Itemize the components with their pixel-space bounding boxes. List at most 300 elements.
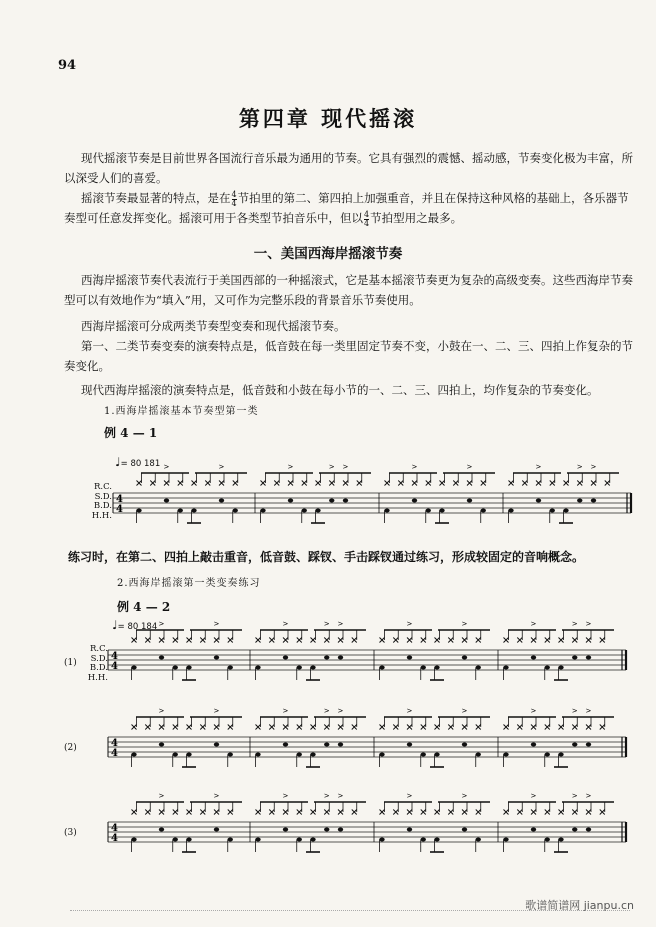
accent-mark: > <box>323 620 330 628</box>
snare-note <box>214 828 219 832</box>
bass-drum-note <box>476 753 481 757</box>
cymbal-note <box>173 725 178 730</box>
bass-drum-note <box>379 753 384 757</box>
cymbal-note <box>421 810 426 815</box>
cymbal-note <box>352 725 357 730</box>
bass-drum-note <box>421 838 426 842</box>
tempo-marking-2: ♩= 80 184 <box>112 618 158 632</box>
snare-note <box>577 499 582 503</box>
bass-drum-note <box>439 509 444 513</box>
bass-drum-note <box>178 509 183 513</box>
bass-drum-note <box>173 666 178 670</box>
features-text-part1: 摇滚节奏最显著的特点，是在 <box>81 191 231 205</box>
cymbal-note <box>311 638 316 643</box>
accent-mark: > <box>323 707 330 715</box>
accent-mark: > <box>213 620 220 628</box>
time-signature-top: 4 <box>111 738 118 749</box>
cymbal-note <box>504 725 509 730</box>
row-number-2: (2) <box>64 743 77 753</box>
cymbal-note <box>352 638 357 643</box>
snare-note <box>159 828 164 832</box>
bass-drum-note <box>131 838 136 842</box>
cymbal-note <box>137 481 142 486</box>
cymbal-note <box>550 481 555 486</box>
cymbal-note <box>297 725 302 730</box>
bass-drum-note <box>503 753 508 757</box>
bass-drum-note <box>508 509 513 513</box>
section-paragraph-1: 西海岸摇滚节奏代表流行于美国西部的一种摇滚式，它是基本摇滚节奏更为复杂的高级变奏。这些西海岸节奏型可以有效地作为“填入”用，又可作为完整乐段的背景音乐节奏使用。 <box>64 273 633 307</box>
snare-note <box>324 828 329 832</box>
cymbal-note <box>228 638 233 643</box>
snare-note <box>407 743 412 747</box>
snare-note <box>407 656 412 660</box>
time-signature-top: 4 <box>111 651 118 662</box>
cymbal-note <box>448 810 453 815</box>
cymbal-note <box>412 481 417 486</box>
quarter-note-icon: ♩ <box>112 618 118 632</box>
cymbal-note <box>228 725 233 730</box>
cymbal-note <box>324 725 329 730</box>
cymbal-note <box>407 725 412 730</box>
cymbal-note <box>531 638 536 643</box>
accent-mark: > <box>337 792 344 800</box>
cymbal-note <box>256 810 261 815</box>
cymbal-note <box>343 481 348 486</box>
cymbal-note <box>586 725 591 730</box>
bass-drum-note <box>384 509 389 513</box>
voice-labels-1: R.C. S.D. B.D. H.H. <box>91 482 112 521</box>
bass-drum-note <box>228 666 233 670</box>
example-2-label: 例 4 — 2 <box>117 600 171 614</box>
snare-note <box>214 656 219 660</box>
cymbal-note <box>476 810 481 815</box>
snare-note <box>288 499 293 503</box>
bass-drum-note <box>131 666 136 670</box>
cymbal-note <box>311 725 316 730</box>
cymbal-note <box>426 481 431 486</box>
cymbal-note <box>352 810 357 815</box>
bass-drum-note <box>310 666 315 670</box>
bass-drum-note <box>297 838 302 842</box>
drum-staff-row-2 <box>108 707 628 775</box>
cymbal-note <box>214 638 219 643</box>
bass-drum-note <box>310 753 315 757</box>
cymbal-note <box>159 725 164 730</box>
cymbal-note <box>288 481 293 486</box>
snare-note <box>407 828 412 832</box>
bass-drum-note <box>228 753 233 757</box>
accent-mark: > <box>406 620 413 628</box>
cymbal-note <box>173 638 178 643</box>
cymbal-note <box>269 725 274 730</box>
cymbal-note <box>600 725 605 730</box>
cymbal-note <box>600 810 605 815</box>
time-signature-bottom: 4 <box>116 504 123 515</box>
practice-instruction: 练习时，在第二、四拍上敲击重音，低音鼓、踩钗、手击踩钗通过练习，形成较固定的音响概念。 <box>68 550 585 564</box>
cymbal-note <box>517 725 522 730</box>
accent-mark: > <box>585 707 592 715</box>
snare-note <box>462 828 467 832</box>
cymbal-note <box>187 810 192 815</box>
cymbal-note <box>467 481 472 486</box>
cymbal-note <box>338 725 343 730</box>
bass-drum-note <box>186 666 191 670</box>
accent-mark: > <box>461 792 468 800</box>
cymbal-note <box>219 481 224 486</box>
cymbal-note <box>407 638 412 643</box>
accent-mark: > <box>328 463 335 471</box>
bass-drum-note <box>191 509 196 513</box>
cymbal-note <box>559 638 564 643</box>
bass-drum-note <box>503 838 508 842</box>
snare-note <box>159 656 164 660</box>
cymbal-note <box>481 481 486 486</box>
snare-note <box>531 656 536 660</box>
snare-note <box>591 499 596 503</box>
bass-drum-note <box>297 666 302 670</box>
bass-drum-note <box>186 753 191 757</box>
bass-drum-note <box>379 838 384 842</box>
bass-drum-note <box>558 838 563 842</box>
cymbal-note <box>159 638 164 643</box>
bass-drum-note <box>421 666 426 670</box>
snare-note <box>343 499 348 503</box>
bass-drum-note <box>476 666 481 670</box>
accent-mark: > <box>342 463 349 471</box>
accent-mark: > <box>461 707 468 715</box>
cymbal-note <box>462 810 467 815</box>
snare-note <box>338 743 343 747</box>
cymbal-note <box>256 725 261 730</box>
cymbal-note <box>132 725 137 730</box>
chapter-title: 第四章 现代摇滚 <box>238 106 418 131</box>
bass-drum-note <box>315 509 320 513</box>
time-fraction-2: $\frac{4}{4}$ <box>364 209 370 228</box>
cymbal-note <box>164 481 169 486</box>
cymbal-note <box>586 638 591 643</box>
time-signature-top: 4 <box>116 494 123 505</box>
snare-note <box>329 499 334 503</box>
bass-drum-note <box>297 753 302 757</box>
cymbal-note <box>448 725 453 730</box>
snare-note <box>412 499 417 503</box>
snare-note <box>536 499 541 503</box>
cymbal-note <box>357 481 362 486</box>
cymbal-note <box>145 810 150 815</box>
cymbal-note <box>187 638 192 643</box>
snare-note <box>164 499 169 503</box>
bass-drum-note <box>434 666 439 670</box>
cymbal-note <box>393 810 398 815</box>
accent-mark: > <box>158 620 165 628</box>
accent-mark: > <box>406 707 413 715</box>
snare-note <box>214 743 219 747</box>
bass-drum-note <box>255 666 260 670</box>
snare-note <box>586 828 591 832</box>
cymbal-note <box>214 725 219 730</box>
snare-note <box>572 656 577 660</box>
snare-note <box>219 499 224 503</box>
bass-drum-note <box>173 838 178 842</box>
cymbal-note <box>545 810 550 815</box>
snare-note <box>283 828 288 832</box>
bass-drum-note <box>255 838 260 842</box>
cymbal-note <box>205 481 210 486</box>
bass-drum-note <box>476 838 481 842</box>
cymbal-note <box>200 725 205 730</box>
cymbal-note <box>605 481 610 486</box>
bass-drum-note <box>131 753 136 757</box>
cymbal-note <box>572 810 577 815</box>
accent-mark: > <box>218 463 225 471</box>
cymbal-note <box>192 481 197 486</box>
accent-mark: > <box>576 463 583 471</box>
cymbal-note <box>393 725 398 730</box>
accent-mark: > <box>337 707 344 715</box>
accent-mark: > <box>571 792 578 800</box>
snare-note <box>324 656 329 660</box>
cymbal-note <box>564 481 569 486</box>
bass-drum-note <box>173 753 178 757</box>
bass-drum-note <box>421 753 426 757</box>
cymbal-note <box>440 481 445 486</box>
bass-drum-note <box>255 753 260 757</box>
cymbal-note <box>297 638 302 643</box>
cymbal-note <box>200 638 205 643</box>
accent-mark: > <box>530 620 537 628</box>
accent-mark: > <box>466 463 473 471</box>
cymbal-note <box>132 638 137 643</box>
cymbal-note <box>233 481 238 486</box>
bass-drum-note <box>136 509 141 513</box>
bass-drum-note <box>558 666 563 670</box>
cymbal-note <box>504 638 509 643</box>
cymbal-note <box>572 638 577 643</box>
drum-staff-example-1 <box>113 463 633 531</box>
snare-note <box>324 743 329 747</box>
cymbal-note <box>462 725 467 730</box>
cymbal-note <box>283 810 288 815</box>
bass-drum-note <box>545 838 550 842</box>
snare-note <box>338 828 343 832</box>
snare-note <box>283 656 288 660</box>
snare-note <box>572 743 577 747</box>
cymbal-note <box>187 725 192 730</box>
snare-note <box>467 499 472 503</box>
cymbal-note <box>311 810 316 815</box>
cymbal-note <box>283 638 288 643</box>
voice-labels-2: R.C. S.D. B.D. H.H. <box>87 644 108 683</box>
bass-drum-note <box>426 509 431 513</box>
cymbal-note <box>435 810 440 815</box>
accent-mark: > <box>158 707 165 715</box>
cymbal-note <box>385 481 390 486</box>
accent-mark: > <box>337 620 344 628</box>
snare-note <box>586 743 591 747</box>
accent-mark: > <box>411 463 418 471</box>
cymbal-note <box>132 810 137 815</box>
cymbal-note <box>577 481 582 486</box>
snare-note <box>462 656 467 660</box>
watermark: 歌谱简谱网 jianpu.cn <box>525 899 634 912</box>
section-paragraph-4: 现代西海岸摇滚的演奏特点是，低音鼓和小鼓在每小节的一、二、三、四拍上，均作复杂的节奏变化。 <box>81 383 599 397</box>
time-signature-bottom: 4 <box>111 661 118 672</box>
cymbal-note <box>380 810 385 815</box>
accent-mark: > <box>282 707 289 715</box>
accent-mark: > <box>590 463 597 471</box>
accent-mark: > <box>158 792 165 800</box>
accent-mark: > <box>530 707 537 715</box>
bass-drum-note <box>260 509 265 513</box>
cymbal-note <box>545 725 550 730</box>
time-fraction: $\frac{4}{4}$ <box>231 189 237 208</box>
section-paragraph-3: 第一、二类节奏变奏的演奏特点是，低音鼓在每一类里固定节奏不变，小鼓在一、二、三、四拍上作复杂的节奏变化。 <box>64 339 633 373</box>
cymbal-note <box>435 638 440 643</box>
cymbal-note <box>531 810 536 815</box>
cymbal-note <box>504 810 509 815</box>
cymbal-note <box>338 638 343 643</box>
cymbal-note <box>145 725 150 730</box>
cymbal-note <box>559 810 564 815</box>
example-1-label: 例 4 — 1 <box>104 426 158 440</box>
snare-note <box>283 743 288 747</box>
cymbal-note <box>173 810 178 815</box>
quarter-note-icon: ♩ <box>115 455 121 469</box>
cymbal-note <box>522 481 527 486</box>
cymbal-note <box>448 638 453 643</box>
cymbal-note <box>200 810 205 815</box>
snare-note <box>462 743 467 747</box>
row-number-3: (3) <box>64 828 77 838</box>
cymbal-note <box>338 810 343 815</box>
bass-drum-note <box>545 666 550 670</box>
bass-drum-note <box>558 753 563 757</box>
snare-note <box>586 656 591 660</box>
cymbal-note <box>517 638 522 643</box>
cymbal-note <box>261 481 266 486</box>
snare-note <box>338 656 343 660</box>
cymbal-note <box>462 638 467 643</box>
subheading-2: 2.西海岸摇滚第一类变奏练习 <box>117 578 261 589</box>
accent-mark: > <box>461 620 468 628</box>
cymbal-note <box>150 481 155 486</box>
cymbal-note <box>324 638 329 643</box>
cymbal-note <box>302 481 307 486</box>
cymbal-note <box>586 810 591 815</box>
cymbal-note <box>159 810 164 815</box>
cymbal-note <box>572 725 577 730</box>
accent-mark: > <box>585 792 592 800</box>
bass-drum-note <box>545 753 550 757</box>
cymbal-note <box>274 481 279 486</box>
cymbal-note <box>269 810 274 815</box>
cymbal-note <box>407 810 412 815</box>
accent-mark: > <box>213 792 220 800</box>
cymbal-note <box>393 638 398 643</box>
cymbal-note <box>509 481 514 486</box>
features-paragraph <box>64 188 634 228</box>
accent-mark: > <box>287 463 294 471</box>
accent-mark: > <box>571 707 578 715</box>
bass-drum-note <box>434 838 439 842</box>
bass-drum-note <box>379 666 384 670</box>
accent-mark: > <box>213 707 220 715</box>
cymbal-note <box>559 725 564 730</box>
cymbal-note <box>329 481 334 486</box>
features-text-part2: 节拍里的第二、第四拍上加强重音，并且在保持这种风格的基础上，各乐器节奏型可任意发挥变化。摇滚可用于各类型节拍音乐中，但以 <box>64 191 629 225</box>
cymbal-note <box>283 725 288 730</box>
bass-drum-note <box>233 509 238 513</box>
snare-note <box>531 743 536 747</box>
bass-drum-note <box>434 753 439 757</box>
cymbal-note <box>145 638 150 643</box>
accent-mark: > <box>163 463 170 471</box>
bass-drum-note <box>563 509 568 513</box>
time-signature-top: 4 <box>111 823 118 834</box>
cymbal-note <box>256 638 261 643</box>
cymbal-note <box>316 481 321 486</box>
cymbal-note <box>421 638 426 643</box>
cymbal-note <box>178 481 183 486</box>
cymbal-note <box>591 481 596 486</box>
cymbal-note <box>476 725 481 730</box>
drum-staff-row-3 <box>108 792 628 860</box>
bass-drum-note <box>228 838 233 842</box>
accent-mark: > <box>323 792 330 800</box>
accent-mark: > <box>282 792 289 800</box>
snare-note <box>531 828 536 832</box>
cymbal-note <box>600 638 605 643</box>
cymbal-note <box>214 810 219 815</box>
cymbal-note <box>324 810 329 815</box>
cymbal-note <box>380 725 385 730</box>
subheading-1: 1.西海岸摇滚基本节奏型第一类 <box>104 406 259 417</box>
cymbal-note <box>297 810 302 815</box>
section-title: 一、美国西海岸摇滚节奏 <box>253 246 403 262</box>
intro-paragraph: 现代摇滚节奏是目前世界各国流行音乐最为通用的节奏。它具有强烈的震憾、摇动感，节奏变化极为丰富，所以深受人们的喜爱。 <box>64 151 633 185</box>
cymbal-note <box>228 810 233 815</box>
cymbal-note <box>531 725 536 730</box>
cymbal-note <box>453 481 458 486</box>
cymbal-note <box>517 810 522 815</box>
cymbal-note <box>421 725 426 730</box>
bass-drum-note <box>310 838 315 842</box>
accent-mark: > <box>530 792 537 800</box>
accent-mark: > <box>585 620 592 628</box>
accent-mark: > <box>571 620 578 628</box>
bass-drum-note <box>302 509 307 513</box>
snare-note <box>572 828 577 832</box>
row-number-1: (1) <box>64 658 77 668</box>
section-paragraph-2: 西海岸摇滚可分成两类节奏型变奏和现代摇滚节奏。 <box>81 319 346 333</box>
bass-drum-note <box>481 509 486 513</box>
cymbal-note <box>269 638 274 643</box>
cymbal-note <box>435 725 440 730</box>
page-number: 94 <box>58 58 77 73</box>
bass-drum-note <box>503 666 508 670</box>
cymbal-note <box>476 638 481 643</box>
cymbal-note <box>545 638 550 643</box>
accent-mark: > <box>535 463 542 471</box>
time-signature-bottom: 4 <box>111 833 118 844</box>
snare-note <box>159 743 164 747</box>
cymbal-note <box>398 481 403 486</box>
accent-mark: > <box>282 620 289 628</box>
cymbal-note <box>380 638 385 643</box>
accent-mark: > <box>406 792 413 800</box>
bass-drum-note <box>186 838 191 842</box>
bass-drum-note <box>550 509 555 513</box>
